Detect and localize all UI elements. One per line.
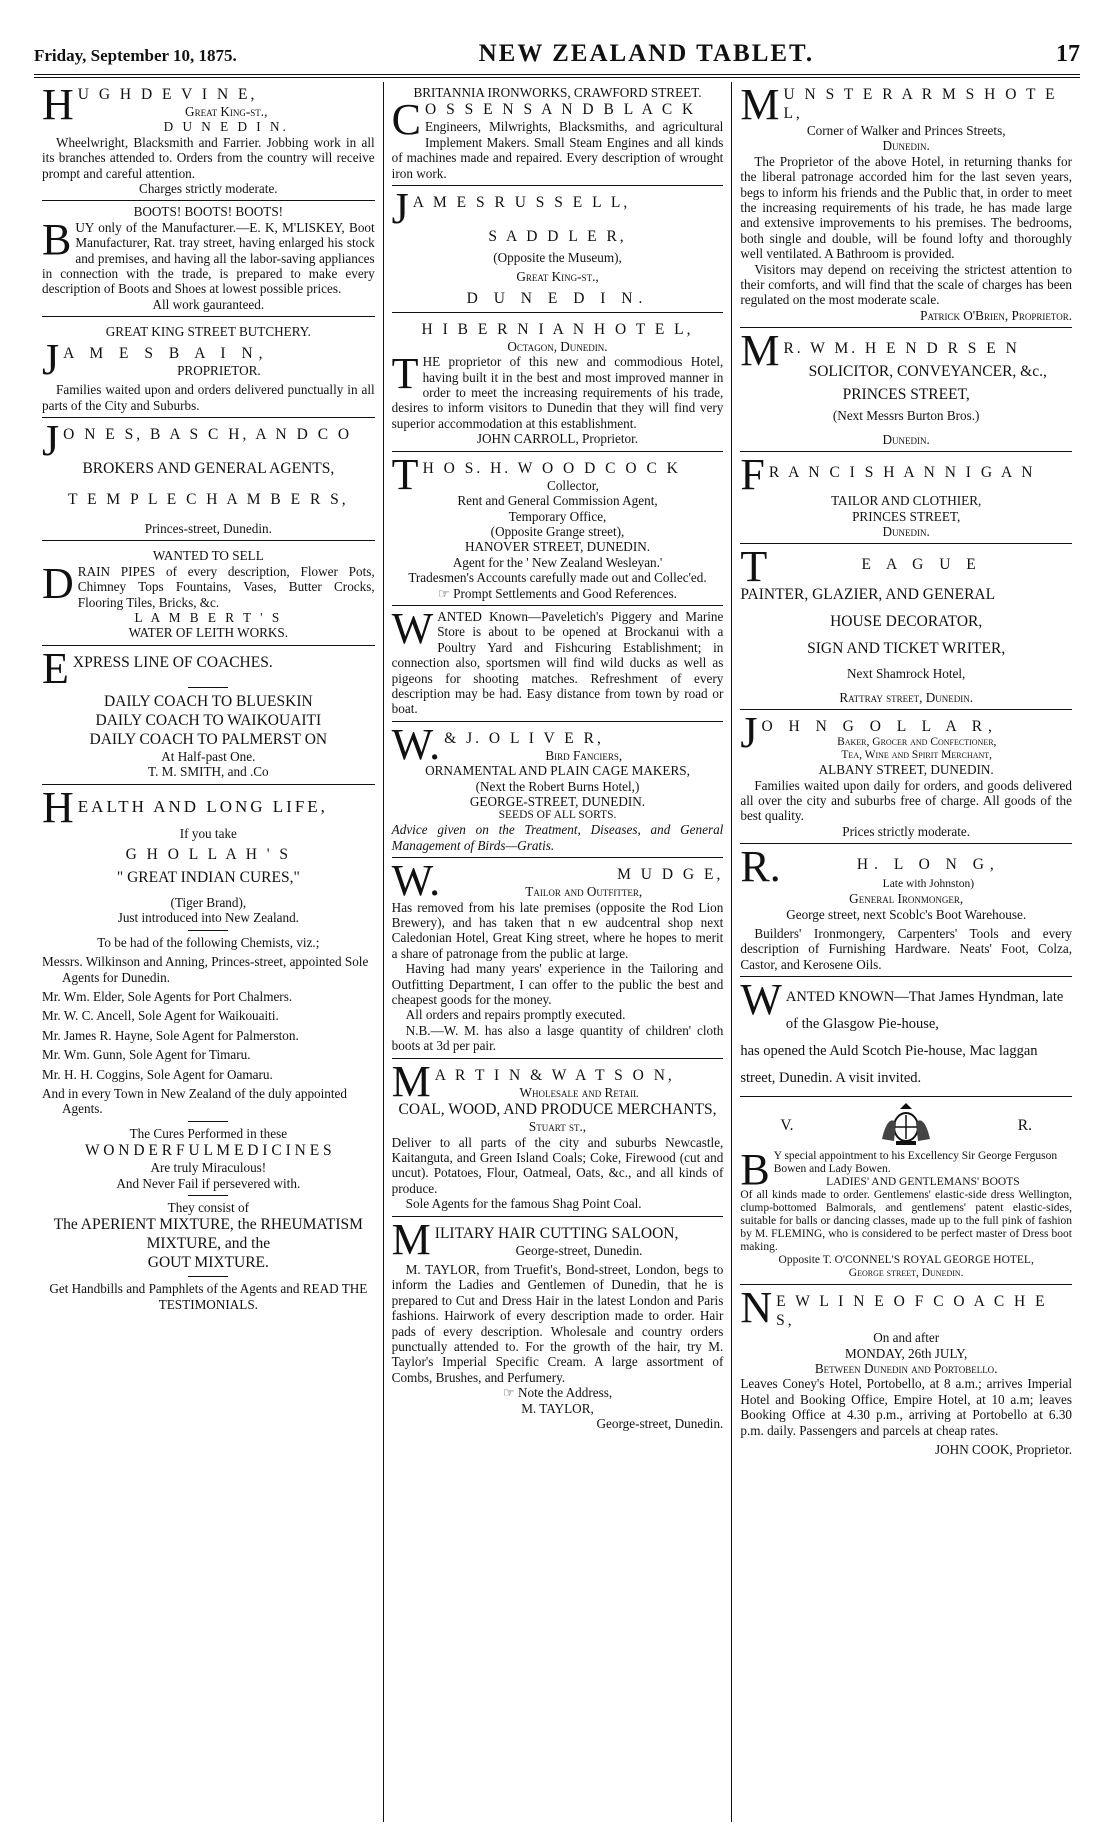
ad-line: Bird Fanciers, bbox=[545, 747, 623, 763]
ad-sub: Wholesale and Retail bbox=[519, 1084, 639, 1100]
ad-name: E W L I N E O F C O A C H E S, bbox=[776, 1293, 1048, 1330]
ad-line: Stuart st., bbox=[528, 1119, 587, 1135]
ad-line: General Ironmonger, bbox=[849, 891, 964, 907]
ad-line: On and after bbox=[873, 1330, 940, 1346]
ad-line: Tradesmen's Accounts carefully made out and Collec'ed. bbox=[408, 570, 707, 586]
ad-line: BROKERS AND GENERAL AGENTS, bbox=[82, 459, 335, 477]
ad-body: Wheelwright, Blacksmith and Farrier. Jobbing work in all its branches attended to. Orders from the country will receive prompt and careful attention. bbox=[42, 134, 375, 181]
ad-name: O N E S, B A S C H, A N D C O bbox=[63, 425, 353, 443]
drop-cap: W. bbox=[391, 719, 441, 769]
ad-line: Dunedin. bbox=[882, 138, 930, 154]
ad-sub: George-street, Dunedin. bbox=[515, 1242, 643, 1258]
ad-mudge-tailor bbox=[392, 858, 724, 1058]
royal-crest bbox=[740, 1100, 1072, 1150]
ad-body: M. TAYLOR, from Truefit's, Bond-street, London, begs to inform the Ladies and Gentlemen of Dunedin, that he is prepared to Cut and Dress Hair in the latest London and Paris fashions. Hairwork of every description made to order. Hair pads of every description. Wholesale and country orders punctually attended to. For the growth of the hair, try M. Taylor's Imperial Specific Cream. A large assortment of Combs, Brushes, and Perfumery. bbox=[391, 1261, 724, 1385]
ad-body: Of all kinds made to order. Gentlemens' elastic-side dress Wellington, clump-bottomed Balmorals, and gentlemens' patent elastic-sides, suitable for balls or dancing classes, made up to the full pink of fashion by M. FLEMING, who is considered to be perfect master of Dress boot making. bbox=[740, 1189, 1073, 1254]
ad-name: H. L O N G, bbox=[856, 856, 1000, 874]
drop-cap: H bbox=[42, 82, 74, 129]
ad-hendrsen-solicitor bbox=[740, 328, 1072, 452]
ad-munster-arms bbox=[740, 82, 1072, 328]
ad-footer: Charges strictly moderate. bbox=[139, 181, 278, 197]
ad-body: ANTED KNOWN—That James Hyndman, late of the Glasgow Pie-house, bbox=[785, 989, 1064, 1033]
ad-butchery bbox=[42, 317, 375, 418]
drop-cap: N bbox=[740, 1283, 773, 1333]
drop-cap: W bbox=[391, 603, 434, 653]
ad-footer: Get Handbills and Pamphlets of the Agents and READ THE TESTIMONIALS. bbox=[49, 1281, 368, 1312]
ad-body: Families waited upon daily for orders, and goods delivered all over the city and suburbs free of charge. All goods of the best quality. bbox=[740, 777, 1073, 824]
ad-heading: ILITARY HAIR CUTTING SALOON, bbox=[434, 1224, 679, 1242]
ad-heading: H I B E R N I A N H O T E L, bbox=[421, 320, 694, 338]
ad-body: has opened the Auld Scotch Pie-house, Mac laggan street, Dunedin. A visit invited. bbox=[740, 1043, 1038, 1087]
ad-line: Dunedin. bbox=[882, 523, 930, 539]
ad-line: Late with Johnston) bbox=[882, 878, 975, 891]
ad-body: Sole Agents for the famous Shag Point Coal. bbox=[405, 1196, 642, 1212]
ad-line: MONDAY, 26th JULY, bbox=[845, 1345, 968, 1361]
crest-v: V. bbox=[780, 1116, 794, 1134]
ad-line: G H O L L A H ' S bbox=[125, 845, 292, 863]
ad-line: Baker, Grocer and Confectioner, bbox=[837, 736, 997, 749]
drop-cap: B bbox=[740, 1145, 770, 1195]
drop-cap: M bbox=[740, 82, 780, 129]
drop-cap: J bbox=[42, 334, 60, 384]
ad-line: Princes-street, Dunedin. bbox=[144, 520, 272, 536]
ad-line: Rattray street, Dunedin. bbox=[839, 689, 974, 705]
ad-line: Dunedin. bbox=[882, 431, 930, 447]
cures-line: W O N D E R F U L M E D I C I N E S bbox=[84, 1142, 332, 1160]
ad-line: (Tiger Brand), bbox=[170, 894, 247, 910]
divider bbox=[188, 1276, 228, 1277]
divider bbox=[188, 687, 228, 688]
ad-sub: Octagon, Dunedin. bbox=[507, 338, 608, 354]
ad-line: (Opposite the Museum), bbox=[493, 250, 622, 266]
ad-name: U G H D E V I N E, bbox=[77, 86, 258, 103]
drop-cap: W. bbox=[391, 856, 441, 906]
ad-line: S A D D L E R, bbox=[488, 228, 627, 246]
ad-devine bbox=[42, 82, 375, 201]
ad-name: O H N G O L L A R, bbox=[761, 718, 998, 736]
chemists-intro: To be had of the following Chemists, viz.; bbox=[97, 934, 320, 950]
ad-note-text: Note the Address, bbox=[518, 1385, 613, 1401]
ad-line: PAINTER, GLAZIER, AND GENERAL bbox=[740, 586, 996, 604]
drop-cap: J bbox=[391, 184, 409, 234]
ad-name: A M E S R U S S E L L, bbox=[412, 194, 631, 212]
agent-entry: Messrs. Wilkinson and Anning, Princes-street, appointed Sole Agents for Dunedin. bbox=[42, 954, 369, 985]
cures-line: The Cures Performed in these bbox=[129, 1125, 288, 1141]
ad-health-long-life bbox=[42, 782, 375, 1317]
ad-body: ANTED Known—Paveletich's Piggery and Marine Store is about to be opened at Brockanui with a Poultry Yard and Fishcuring Establishment; in connection also, sportsmen will find wild ducks as well as pigeons for shooting matches. Refreshment of every description may be had. Easy distance from town by road or boat. bbox=[391, 608, 724, 717]
ad-sub: Tailor and Outfitter, bbox=[525, 884, 643, 900]
ad-line: Great King-st., bbox=[516, 269, 599, 285]
ad-body: Having had many years' experience in the Tailoring and Outfitting Department, I can offer to the public the best and cheapest goods for the money. bbox=[391, 961, 724, 1008]
ad-body: UY only of the Manufacturer.—E. K, M'LISKEY, Boot Manufacturer, Rat. tray street, having enlarged his stock and premises, and having all the labor-saving appliances in connection with the trade, is prepared to make every description of Boots and Shoes at lowest possible prices. bbox=[42, 219, 375, 297]
ad-body: Families waited upon and orders delivered punctually in all parts of the City and Suburbs. bbox=[42, 382, 375, 413]
ad-body: Has removed from his late premises (opposite the Rod Lion Brewery), and has taken that n ew audcentral shop next Caledonian Hotel, Great King street, where he hopes to merit a share of patronage from the public at large. bbox=[391, 899, 724, 961]
ad-hibernian-hotel bbox=[392, 313, 724, 452]
ad-heading: XPRESS LINE OF COACHES. bbox=[72, 653, 273, 671]
agent-entry: Mr. W. C. Ancell, Sole Agent for Waikouaiti. bbox=[42, 1008, 279, 1024]
ad-new-line-coaches bbox=[740, 1285, 1072, 1461]
ad-body: Engineers, Milwrights, Blacksmiths, and agricultural Implement Makers. Small Steam Engines and all kinds of machines made and repaired. Every description of wrought iron work. bbox=[391, 119, 724, 181]
ad-line: Agent for the ' New Zealand Wesleyan.' bbox=[452, 554, 663, 570]
ad-body: Leaves Coney's Hotel, Portobello, at 8 a.m.; arrives Imperial Hotel and Booking Office, Empire Hotel, at 10 a.m; leaves Booking Office at 4.30 p.m., arriving at Portobello at 6.30 p.m. daily. Passengers and parcels at cheap rates. bbox=[740, 1376, 1073, 1438]
ad-line: T E M P L E C H A M B E R S, bbox=[68, 490, 349, 508]
pointing-hand-icon: ☞ bbox=[438, 585, 450, 601]
ad-line: George street, next Scoblc's Boot Warehouse. bbox=[786, 906, 1027, 922]
crest-r: R. bbox=[1017, 1116, 1032, 1134]
ad-wanted-to-sell bbox=[42, 541, 375, 645]
ad-footer: JOHN COOK, Proprietor. bbox=[935, 1442, 1073, 1458]
ad-footer: All work gauranteed. bbox=[152, 296, 265, 312]
royal-arms-icon bbox=[874, 1103, 938, 1147]
ad-russell-saddler bbox=[392, 186, 724, 313]
page-header bbox=[34, 40, 1080, 74]
drop-cap: M bbox=[740, 326, 780, 376]
drop-cap: R. bbox=[740, 842, 781, 892]
consist-line: They consist of bbox=[167, 1200, 249, 1216]
ad-express-coaches bbox=[42, 643, 375, 785]
ad-line: PRINCES STREET, bbox=[852, 508, 961, 524]
ad-body: N.B.—W. M. has also a lasge quantity of children' cloth boots at 3d per pair. bbox=[391, 1022, 724, 1054]
drop-cap: T bbox=[391, 349, 419, 399]
ad-line: Temporary Office, bbox=[508, 508, 607, 524]
divider bbox=[188, 930, 228, 931]
ad-footer: Patrick O'Brien, Proprietor. bbox=[920, 307, 1073, 323]
ad-line-text: Prompt Settlements and Good References. bbox=[453, 585, 677, 601]
ad-line: ORNAMENTAL AND PLAIN CAGE MAKERS, bbox=[425, 763, 690, 779]
ad-body: HE proprietor of this new and commodious Hotel, having built it in the best and most improved manner in order to meet the increasing requirements of his trade, desires to inform visitors to Dunedin that they will find very superior accommodation at this establishment. bbox=[391, 354, 724, 431]
consist-line: GOUT MIXTURE. bbox=[147, 1254, 269, 1272]
ad-footer: JOHN CARROLL, Proprietor. bbox=[476, 431, 639, 447]
ad-boots bbox=[42, 201, 375, 317]
ad-britannia-ironworks bbox=[392, 82, 724, 186]
agent-entry: Mr. Wm. Elder, Sole Agents for Port Chalmers. bbox=[42, 989, 293, 1004]
ad-body: All orders and repairs promptly executed. bbox=[405, 1007, 626, 1023]
ad-line: DAILY COACH TO PALMERST ON bbox=[89, 730, 328, 748]
ad-line: Tea, Wine and Spirit Merchant, bbox=[841, 749, 993, 762]
agent-entry: And in every Town in New Zealand of the duly appointed Agents. bbox=[42, 1086, 347, 1117]
agent-entry: Mr. H. H. Coggins, Sole Agent for Oamaru. bbox=[42, 1066, 273, 1082]
ad-heading: BOOTS! BOOTS! BOOTS! bbox=[133, 204, 284, 220]
ad-line: " GREAT INDIAN CURES," bbox=[116, 868, 300, 886]
drop-cap: B bbox=[42, 214, 72, 264]
drop-cap: M bbox=[391, 1056, 431, 1106]
column-2 bbox=[383, 82, 732, 1822]
ad-line: GEORGE-STREET, DUNEDIN. bbox=[469, 794, 646, 809]
ad-name: A M E S B A I N, bbox=[63, 344, 269, 362]
ad-royal-boots bbox=[740, 1097, 1072, 1285]
ad-line: SIGN AND TICKET WRITER, bbox=[807, 640, 1006, 658]
ad-line bbox=[392, 586, 724, 601]
ad-line: DAILY COACH TO WAIKOUAITI bbox=[95, 711, 322, 729]
ad-line: Next Shamrock Hotel, bbox=[847, 666, 966, 682]
ad-line: George street, Dunedin. bbox=[848, 1267, 964, 1280]
ad-line: Opposite T. O'CONNEL'S ROYAL GEORGE HOTEL, bbox=[778, 1254, 1034, 1267]
ad-line: Between Dunedin and Portobello. bbox=[814, 1361, 998, 1376]
ad-oliver-bird-fanciers bbox=[391, 719, 724, 858]
ad-name: E A G U E bbox=[861, 556, 982, 574]
ad-line: At Half-past One. bbox=[161, 748, 256, 764]
ad-heading: BRITANNIA IRONWORKS, CRAWFORD STREET. bbox=[413, 85, 702, 100]
ad-name: R A N C I S H A N N I G A N bbox=[768, 464, 1036, 482]
ad-hynd-pie-house bbox=[740, 977, 1072, 1097]
ad-martin-watson bbox=[391, 1056, 724, 1217]
ad-line: HANOVER STREET, DUNEDIN. bbox=[464, 539, 651, 555]
ad-name: H O S. H. W O O D C O C K bbox=[422, 459, 681, 477]
columns bbox=[34, 82, 1080, 1822]
ad-line: Rent and General Commission Agent, bbox=[457, 493, 658, 509]
ad-name: U N S T E R A R M S H O T E L, bbox=[783, 86, 1058, 122]
ad-role: PROPRIETOR. bbox=[177, 362, 261, 378]
ad-body: Visitors may depend on receiving the strictest attention to their comforts, and will find that the scale of charges has been regulated on the most moderate scale. bbox=[740, 261, 1073, 308]
ad-name: L A M B E R T ' S bbox=[134, 609, 283, 625]
ad-line: If you take bbox=[179, 825, 237, 841]
drop-cap: H bbox=[42, 782, 74, 832]
ad-long-ironmonger bbox=[740, 844, 1072, 977]
ad-line: SOLICITOR, CONVEYANCER, &c., bbox=[808, 363, 1047, 381]
ad-wanted-known-piggery bbox=[391, 603, 724, 722]
ad-body: RAIN PIPES of every description, Flower Pots, Chimney Tops Fountains, Vases, Butter Crocks, Flooring Tiles, Bricks, &c. bbox=[77, 563, 375, 610]
ad-line: Collector, bbox=[547, 477, 599, 493]
ad-line: COAL, WOOD, AND PRODUCE MERCHANTS, bbox=[398, 1101, 717, 1119]
ad-gollar-baker bbox=[740, 710, 1072, 844]
cures-line: Are truly Miraculous! bbox=[150, 1160, 267, 1176]
ad-line: T. M. SMITH, and .Co bbox=[148, 764, 269, 780]
column-3 bbox=[731, 82, 1080, 1822]
ad-heading: WANTED TO SELL bbox=[152, 548, 264, 564]
drop-cap: E bbox=[42, 643, 69, 693]
ad-name: & J. O L I V E R, bbox=[444, 729, 604, 747]
ad-hannigan-tailor bbox=[740, 452, 1072, 544]
ad-taylor-hair-saloon bbox=[391, 1214, 724, 1436]
consist-line: The APERIENT MIXTURE, the RHEUMATISM MIXTURE, and the bbox=[53, 1216, 363, 1253]
column-1 bbox=[34, 82, 383, 1822]
ad-line: (Opposite Grange street), bbox=[490, 523, 625, 539]
page-number: 17 bbox=[1056, 41, 1080, 67]
ad-body: Advice given on the Treatment, Diseases, and General Management of Birds—Gratis. bbox=[391, 822, 724, 853]
ad-body: The Proprietor of the above Hotel, in returning thanks for the liberal patronage accorded him for the last seven years, begs to inform his friends and the Public that, in order to meet the increasing requirements of his trade, he has made large and extensive improvements to his premises. The bedrooms, both single and double, will be found lofty and thoroughly well ventilated. A Bathroom is provided. bbox=[740, 153, 1073, 262]
ad-line: D U N E D I N. bbox=[466, 289, 649, 307]
drop-cap: F bbox=[740, 450, 765, 500]
drop-cap: J bbox=[42, 415, 60, 465]
agent-entry: Mr. James R. Hayne, Sole Agent for Palmerston. bbox=[42, 1027, 299, 1043]
ad-line: DAILY COACH TO BLUESKIN bbox=[103, 692, 313, 710]
cures-line: And Never Fail if persevered with. bbox=[116, 1175, 301, 1191]
ad-body: Builders' Ironmongery, Carpenters' Tools and every description of Furnishing Hardware. Neats' Foot, Colza, Castor, and Kerosene Oils. bbox=[740, 925, 1073, 972]
drop-cap: M bbox=[391, 1214, 431, 1264]
ad-note bbox=[392, 1385, 724, 1400]
ad-line: Y special appointment to his Excellency Sir George Ferguson Bowen and Lady Bowen. bbox=[773, 1150, 1058, 1176]
drop-cap: T bbox=[391, 449, 419, 499]
ad-line: Corner of Walker and Princes Streets, bbox=[806, 123, 1006, 138]
masthead-title: NEW ZEALAND TABLET. bbox=[478, 40, 815, 67]
ad-line: PRINCES STREET, bbox=[842, 386, 970, 404]
ad-name: M U D G E, bbox=[617, 866, 724, 884]
ad-footer: Prices strictly moderate. bbox=[842, 823, 971, 839]
issue-date: Friday, September 10, 1875. bbox=[34, 46, 237, 65]
ad-line: Just introduced into New Zealand. bbox=[117, 910, 299, 926]
drop-cap: J bbox=[740, 708, 758, 758]
drop-cap: C bbox=[391, 95, 422, 145]
divider bbox=[188, 1195, 228, 1196]
ad-woodcock bbox=[391, 449, 724, 606]
ad-name: O S S E N S A N D B L A C K bbox=[425, 101, 697, 119]
ad-address: Great King-st., bbox=[185, 104, 268, 119]
ad-footer: George-street, Dunedin. bbox=[596, 1416, 724, 1431]
ad-line: HOUSE DECORATOR, bbox=[830, 613, 983, 631]
ad-line: ALBANY STREET, DUNEDIN. bbox=[818, 762, 994, 778]
header-rule bbox=[34, 74, 1080, 78]
drop-cap: W bbox=[740, 975, 782, 1025]
ad-line: (Next the Robert Burns Hotel,) bbox=[475, 778, 640, 794]
ad-line: TAILOR AND CLOTHIER, bbox=[831, 493, 982, 509]
ad-line: (Next Messrs Burton Bros.) bbox=[832, 408, 980, 424]
drop-cap: D bbox=[42, 558, 74, 608]
ad-heading: EALTH AND LONG LIFE, bbox=[77, 796, 328, 816]
ad-footer: M. TAYLOR, bbox=[521, 1400, 594, 1416]
ad-line: LADIES' AND GENTLEMANS' BOOTS bbox=[826, 1176, 1020, 1189]
agent-entry: Mr. Wm. Gunn, Sole Agent for Timaru. bbox=[42, 1047, 251, 1063]
ad-heading: GREAT KING STREET BUTCHERY. bbox=[105, 324, 311, 340]
ad-city: D U N E D I N. bbox=[163, 119, 289, 135]
ad-teague-painter bbox=[740, 544, 1072, 710]
ad-footer: WATER OF LEITH WORKS. bbox=[128, 625, 289, 641]
drop-cap: T bbox=[740, 542, 768, 592]
ad-jones-basch bbox=[42, 415, 375, 541]
ad-body: Deliver to all parts of the city and suburbs Newcastle, Kaitanguta, and Green Island Coals; Coke, Firewood (cut and uncut). Potatoes, Flour, Oatmeal, Oats, &c., and all kinds of produce. bbox=[391, 1134, 724, 1196]
ad-line: SEEDS OF ALL SORTS. bbox=[498, 809, 617, 822]
ad-name: A R T I N & W A T S O N, bbox=[434, 1066, 675, 1084]
pointing-hand-icon: ☞ bbox=[502, 1385, 515, 1401]
divider bbox=[188, 1121, 228, 1122]
ad-name: R. W M. H E N D R S E N bbox=[783, 340, 1020, 358]
